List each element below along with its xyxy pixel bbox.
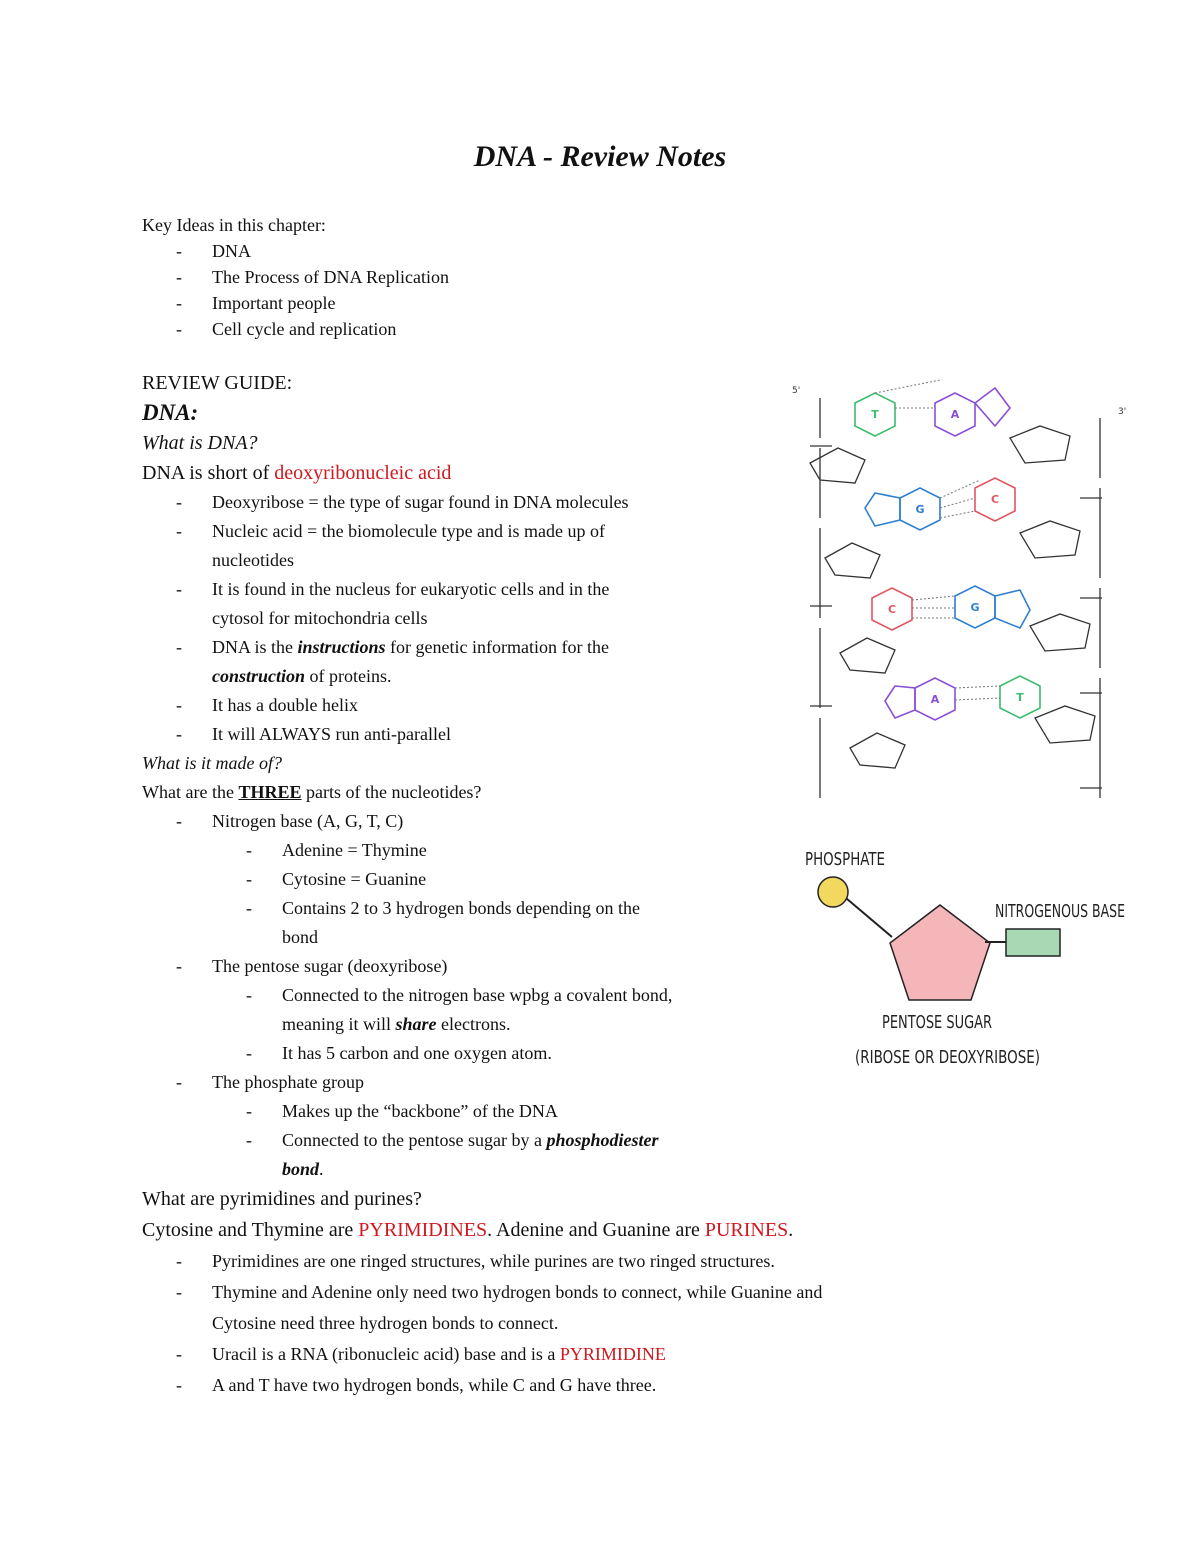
list-item: - Contains 2 to 3 hydrogen bonds depending on the bond — [282, 894, 822, 952]
list-item: - DNA is the instructions for genetic information for the construction of proteins. — [212, 633, 822, 691]
base-G-left: G — [915, 503, 925, 516]
list-item: - The pentose sugar (deoxyribose) — [212, 952, 822, 981]
dna-heading: DNA: — [142, 400, 199, 425]
list-item: - It is found in the nucleus for eukaryotic cells and in the cytosol for mitochondria cells — [212, 575, 822, 633]
list-item: - Pyrimidines are one ringed structures, while purines are two ringed structures. — [212, 1246, 822, 1277]
pentose-sugar-shape — [890, 905, 990, 1000]
parts-list — [212, 807, 822, 1184]
made-of-question: What is it made of? — [142, 753, 282, 773]
five-prime-label: 5' — [792, 386, 801, 396]
dna-full-name: deoxyribonucleic acid — [274, 462, 452, 484]
list-item: - The phosphate group — [212, 1068, 822, 1097]
pentose-sugar-label: PENTOSE SUGAR — [882, 1012, 992, 1033]
pyrimidines-list — [212, 1246, 822, 1401]
nitrogenous-base-rect — [1006, 929, 1060, 956]
base-A-left: A — [930, 693, 940, 706]
list-item: - Cell cycle and replication — [212, 316, 449, 342]
dna-definition: DNA is short of deoxyribonucleic acid — [142, 462, 452, 484]
base-T-left: T — [871, 408, 879, 421]
list-item: - Connected to the pentose sugar by a phosphodiester bond. — [282, 1126, 822, 1184]
list-item: - The Process of DNA Replication — [212, 264, 449, 290]
phosphate-circle — [818, 877, 848, 907]
page-title: DNA - Review Notes — [473, 140, 727, 173]
list-item: - Thymine and Adenine only need two hydrogen bonds to connect, while Guanine and Cytosine need three hydrogen bonds to connect. — [212, 1277, 822, 1339]
list-item: - A and T have two hydrogen bonds, while C and G have three. — [212, 1370, 822, 1401]
pyrimidines-question: What are pyrimidines and purines? — [142, 1188, 422, 1210]
review-guide-heading: REVIEW GUIDE: — [142, 372, 293, 394]
three-parts-question: What are the THREE parts of the nucleotides? — [142, 782, 482, 802]
list-item: - DNA — [212, 238, 449, 264]
key-ideas-section — [142, 212, 449, 342]
list-item: - Adenine = Thymine — [282, 836, 822, 865]
dna-facts-list — [212, 488, 822, 749]
base-T-right: T — [1016, 691, 1024, 704]
list-item: - Connected to the nitrogen base wpbg a covalent bond, meaning it will share electrons. — [282, 981, 822, 1039]
list-item: - Uracil is a RNA (ribonucleic acid) base and is a PYRIMIDINE — [212, 1339, 822, 1370]
three-prime-label: 3' — [1118, 407, 1127, 417]
list-item: - Makes up the “backbone” of the DNA — [282, 1097, 822, 1126]
list-item: - Important people — [212, 290, 449, 316]
nitrogenous-base-label: NITROGENOUS BASE — [995, 901, 1125, 922]
list-item: - It will ALWAYS run anti-parallel — [212, 720, 822, 749]
phosphate-label: PHOSPHATE — [805, 849, 885, 870]
what-is-dna-question: What is DNA? — [142, 432, 258, 454]
review-guide-section — [142, 368, 822, 1401]
sugar-type-label: (RIBOSE OR DEOXYRIBOSE) — [855, 1047, 1040, 1068]
phosphate-bond — [840, 893, 892, 937]
base-G-right: G — [970, 601, 980, 614]
key-ideas-list — [212, 238, 449, 342]
nucleotide-figure — [800, 835, 1140, 1075]
list-item: - Deoxyribose = the type of sugar found in DNA molecules — [212, 488, 822, 517]
key-ideas-heading: Key Ideas in this chapter: — [142, 215, 326, 235]
list-item: - It has 5 carbon and one oxygen atom. — [282, 1039, 822, 1068]
base-C-right: C — [990, 493, 1000, 506]
base-A-right: A — [950, 408, 960, 421]
list-item: - Nitrogen base (A, G, T, C) — [212, 807, 822, 836]
dna-structure-figure — [780, 368, 1140, 808]
list-item: - It has a double helix — [212, 691, 822, 720]
list-item: - Nucleic acid = the biomolecule type and is made up of nucleotides — [212, 517, 822, 575]
base-C-left: C — [887, 603, 897, 616]
pyrimidines-answer: Cytosine and Thymine are PYRIMIDINES. Adenine and Guanine are PURINES. — [142, 1219, 794, 1241]
list-item: - Cytosine = Guanine — [282, 865, 822, 894]
